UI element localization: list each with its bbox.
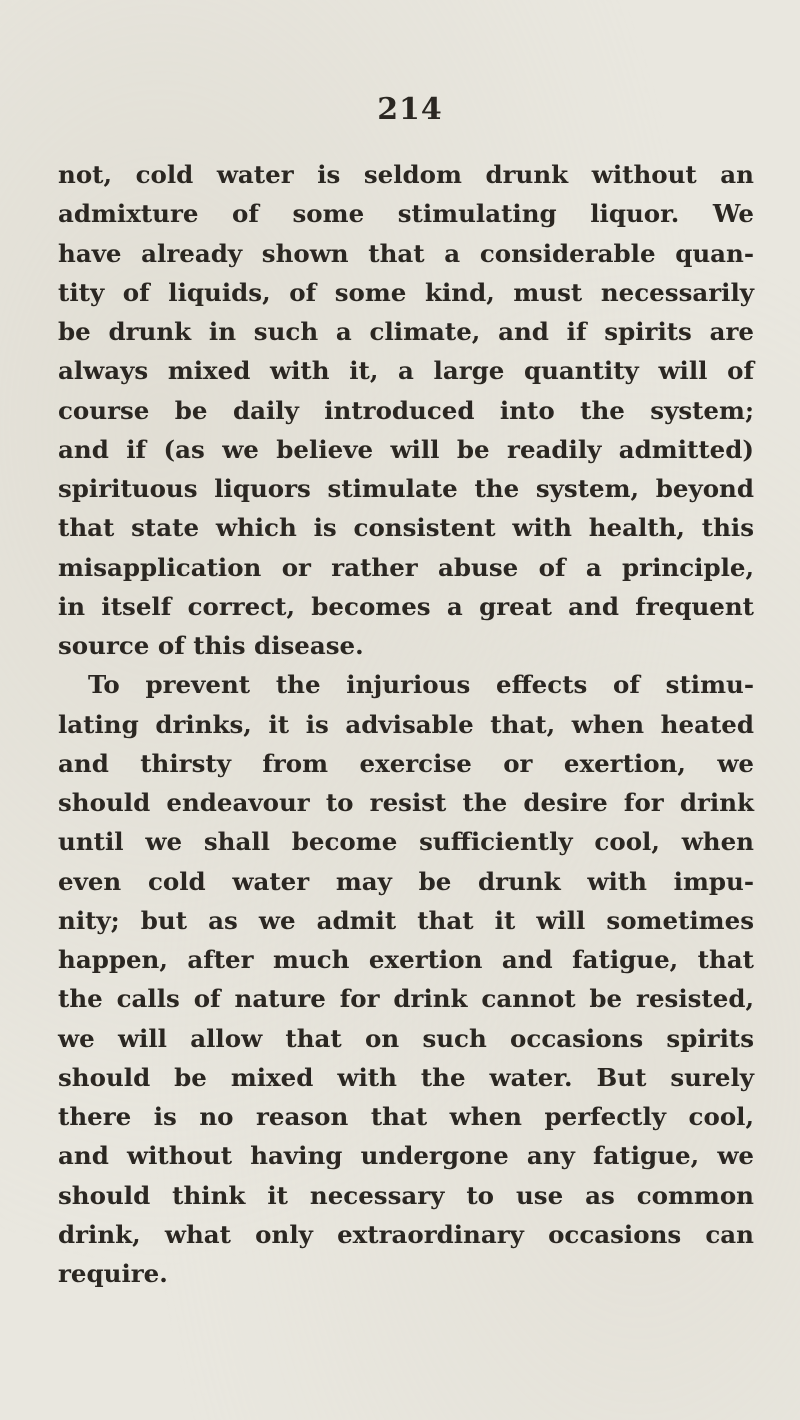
paragraph-end-line: require. [58, 1259, 168, 1288]
text-line: should endeavour to resist the desire for drink [58, 788, 754, 817]
text-line: course be daily introduced into the system; [58, 395, 754, 425]
page-number: 214 [377, 92, 443, 127]
text-line: nity; but as we admit that it will sometimes [58, 905, 754, 935]
body-text [58, 155, 754, 1293]
text-line: and if (as we believe will be readily admitted) [58, 434, 754, 464]
text-line: admixture of some stimulating liquor. We [58, 199, 754, 229]
text-line: always mixed with it, a large quantity will of [58, 356, 754, 386]
paragraph-start-line: To prevent the injurious effects of stimu- [88, 670, 754, 700]
text-line: we will allow that on such occasions spirits [58, 1023, 754, 1053]
text-line: tity of liquids, of some kind, must necessarily [58, 277, 754, 307]
text-line: should be mixed with the water. But surely [58, 1062, 754, 1092]
text-line: should think it necessary to use as common [58, 1180, 754, 1210]
text-line: not, cold water is seldom drunk without an [58, 160, 754, 189]
text-line: have already shown that a considerable quan- [58, 238, 754, 268]
text-line: the calls of nature for drink cannot be resisted, [58, 984, 754, 1014]
text-line: be drunk in such a climate, and if spirits are [58, 317, 754, 346]
text-line: there is no reason that when perfectly cool, [58, 1102, 754, 1131]
text-line: happen, after much exertion and fatigue, that [58, 945, 754, 974]
text-line: even cold water may be drunk with impu- [58, 866, 754, 896]
text-line: spirituous liquors stimulate the system, beyond [58, 474, 754, 503]
text-line: drink, what only extraordinary occasions can [58, 1219, 754, 1249]
text-line: misapplication or rather abuse of a principle, [58, 552, 754, 582]
text-line: in itself correct, becomes a great and frequent [58, 591, 754, 621]
text-line: and without having undergone any fatigue, we [58, 1141, 754, 1171]
paragraph-end-line: source of this disease. [58, 631, 364, 660]
text-line: until we shall become sufficiently cool, when [58, 827, 754, 857]
text-line: that state which is consistent with health, this [58, 513, 754, 543]
text-line: lating drinks, it is advisable that, when heated [58, 709, 754, 739]
text-line: and thirsty from exercise or exertion, we [58, 748, 754, 778]
